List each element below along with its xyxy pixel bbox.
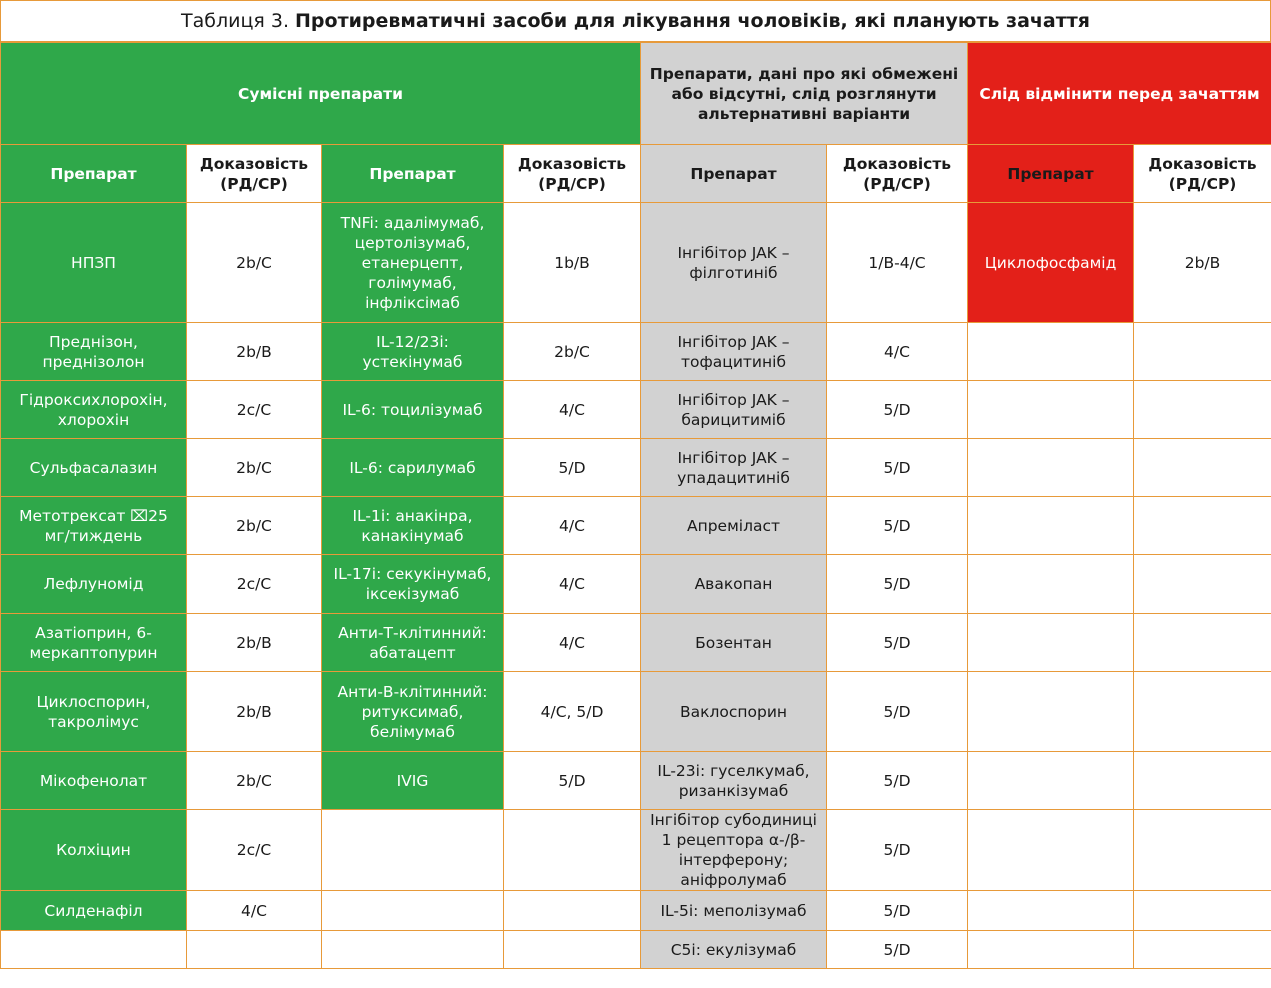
col-header-evidence: Доказовість (РД/СР)	[187, 145, 322, 203]
limited-evidence-cell: 5/D	[827, 672, 968, 752]
limited-drug-cell: IL-23i: гуселкумаб, ризанкізумаб	[641, 752, 827, 810]
compatible-drug-cell: Циклоспорин, такролімус	[1, 672, 187, 752]
discontinue-drug-cell	[968, 931, 1134, 969]
compatible-evidence-cell: 2c/C	[187, 555, 322, 614]
limited-evidence-cell: 5/D	[827, 497, 968, 555]
discontinue-evidence-cell: 2b/B	[1134, 203, 1271, 323]
compatible-drug-cell: Лефлуномід	[1, 555, 187, 614]
compatible-drug-cell: Мікофенолат	[1, 752, 187, 810]
col-header-drug: Препарат	[1, 145, 187, 203]
compatible-drug-cell: НПЗП	[1, 203, 187, 323]
compatible-evidence-cell: 2b/B	[187, 672, 322, 752]
compatible-drug-2-cell: IL-12/23i: устекінумаб	[322, 323, 504, 381]
col-header-drug: Препарат	[968, 145, 1134, 203]
compatible-evidence-2-cell: 5/D	[504, 752, 641, 810]
compatible-drug-2-cell: TNFi: адалімумаб, цертолізумаб, етанерцепт, голімумаб, інфліксімаб	[322, 203, 504, 323]
drug-table	[0, 42, 1271, 969]
col-header-drug: Препарат	[322, 145, 504, 203]
limited-drug-cell: Ваклоспорин	[641, 672, 827, 752]
group-compatible: Сумісні препарати	[1, 43, 641, 145]
discontinue-evidence-cell	[1134, 614, 1271, 672]
table-caption: Протиревматичні засоби для лікування чоловіків, які планують зачаття	[295, 10, 1090, 32]
compatible-drug-cell	[1, 931, 187, 969]
discontinue-evidence-cell	[1134, 931, 1271, 969]
limited-drug-cell: Інгібітор JAK – барицитиміб	[641, 381, 827, 439]
table-row	[1, 752, 1271, 810]
discontinue-drug-cell	[968, 555, 1134, 614]
compatible-evidence-cell: 2b/C	[187, 752, 322, 810]
discontinue-drug-cell	[968, 323, 1134, 381]
discontinue-drug-cell	[968, 381, 1134, 439]
compatible-evidence-2-cell: 1b/B	[504, 203, 641, 323]
col-header-drug: Препарат	[641, 145, 827, 203]
compatible-evidence-cell	[187, 931, 322, 969]
table-row	[1, 672, 1271, 752]
compatible-drug-cell: Силденафіл	[1, 891, 187, 931]
limited-drug-cell: IL-5i: меполізумаб	[641, 891, 827, 931]
compatible-drug-2-cell	[322, 891, 504, 931]
limited-evidence-cell: 5/D	[827, 381, 968, 439]
table-row	[1, 323, 1271, 381]
limited-drug-cell: Апреміласт	[641, 497, 827, 555]
group-discontinue: Слід відмінити перед зачаттям	[968, 43, 1271, 145]
discontinue-drug-cell	[968, 810, 1134, 891]
limited-evidence-cell: 5/D	[827, 439, 968, 497]
discontinue-drug-cell	[968, 497, 1134, 555]
limited-drug-cell: Інгібітор субодиниці 1 рецептора α-/β-інтерферону; аніфролумаб	[641, 810, 827, 891]
compatible-evidence-cell: 2b/C	[187, 439, 322, 497]
compatible-evidence-cell: 2b/C	[187, 203, 322, 323]
col-header-evidence: Доказовість (РД/СР)	[504, 145, 641, 203]
discontinue-evidence-cell	[1134, 672, 1271, 752]
table-row	[1, 381, 1271, 439]
limited-evidence-cell: 5/D	[827, 810, 968, 891]
compatible-evidence-2-cell	[504, 891, 641, 931]
table-row	[1, 614, 1271, 672]
limited-drug-cell: Бозентан	[641, 614, 827, 672]
discontinue-drug-cell	[968, 891, 1134, 931]
compatible-drug-cell: Колхіцин	[1, 810, 187, 891]
compatible-evidence-2-cell: 5/D	[504, 439, 641, 497]
compatible-drug-cell: Азатіоприн, 6-меркаптопурин	[1, 614, 187, 672]
table-row	[1, 555, 1271, 614]
compatible-drug-2-cell	[322, 810, 504, 891]
compatible-evidence-cell: 4/C	[187, 891, 322, 931]
limited-evidence-cell: 5/D	[827, 891, 968, 931]
discontinue-evidence-cell	[1134, 323, 1271, 381]
table-number: Таблиця 3.	[181, 10, 290, 32]
col-header-evidence: Доказовість (РД/СР)	[1134, 145, 1271, 203]
discontinue-drug-cell	[968, 752, 1134, 810]
col-header-evidence: Доказовість (РД/СР)	[827, 145, 968, 203]
discontinue-drug-cell	[968, 614, 1134, 672]
discontinue-drug-cell: Циклофосфамід	[968, 203, 1134, 323]
discontinue-evidence-cell	[1134, 381, 1271, 439]
group-header-row	[1, 43, 1271, 145]
compatible-drug-2-cell	[322, 931, 504, 969]
table-title	[0, 0, 1271, 42]
compatible-evidence-2-cell: 4/C, 5/D	[504, 672, 641, 752]
compatible-evidence-cell: 2b/B	[187, 323, 322, 381]
compatible-evidence-2-cell: 4/C	[504, 497, 641, 555]
group-limited-data: Препарати, дані про які обмежені або відсутні, слід розглянути альтернативні варіанти	[641, 43, 968, 145]
limited-drug-cell: Інгібітор JAK – упадацитиніб	[641, 439, 827, 497]
discontinue-drug-cell	[968, 439, 1134, 497]
compatible-drug-2-cell: IL-6: сарилумаб	[322, 439, 504, 497]
limited-drug-cell: Інгібітор JAK – філготиніб	[641, 203, 827, 323]
column-header-row	[1, 145, 1271, 203]
compatible-drug-cell: Сульфасалазин	[1, 439, 187, 497]
compatible-evidence-2-cell: 4/C	[504, 614, 641, 672]
table-row	[1, 810, 1271, 891]
compatible-evidence-cell: 2b/B	[187, 614, 322, 672]
compatible-drug-cell: Преднізон, преднізолон	[1, 323, 187, 381]
limited-evidence-cell: 1/B-4/C	[827, 203, 968, 323]
compatible-drug-2-cell: IL-1i: анакінра, канакінумаб	[322, 497, 504, 555]
discontinue-evidence-cell	[1134, 891, 1271, 931]
discontinue-evidence-cell	[1134, 810, 1271, 891]
limited-evidence-cell: 5/D	[827, 614, 968, 672]
discontinue-evidence-cell	[1134, 497, 1271, 555]
table-row	[1, 891, 1271, 931]
compatible-drug-2-cell: IL-17i: секукінумаб, іксекізумаб	[322, 555, 504, 614]
discontinue-evidence-cell	[1134, 555, 1271, 614]
compatible-drug-cell: Метотрексат ⌧25 мг/тиждень	[1, 497, 187, 555]
discontinue-drug-cell	[968, 672, 1134, 752]
table-row	[1, 497, 1271, 555]
discontinue-evidence-cell	[1134, 439, 1271, 497]
compatible-evidence-cell: 2c/C	[187, 381, 322, 439]
limited-drug-cell: Авакопан	[641, 555, 827, 614]
table-row	[1, 203, 1271, 323]
table-row	[1, 439, 1271, 497]
limited-drug-cell: C5i: екулізумаб	[641, 931, 827, 969]
limited-evidence-cell: 4/C	[827, 323, 968, 381]
limited-evidence-cell: 5/D	[827, 931, 968, 969]
compatible-drug-2-cell: Анти-В-клітинний: ритуксимаб, белімумаб	[322, 672, 504, 752]
compatible-evidence-2-cell: 2b/C	[504, 323, 641, 381]
compatible-evidence-2-cell: 4/C	[504, 555, 641, 614]
limited-drug-cell: Інгібітор JAK – тофацитиніб	[641, 323, 827, 381]
compatible-drug-cell: Гідроксихлорохін, хлорохін	[1, 381, 187, 439]
compatible-evidence-2-cell	[504, 931, 641, 969]
compatible-drug-2-cell: IL-6: тоцилізумаб	[322, 381, 504, 439]
limited-evidence-cell: 5/D	[827, 752, 968, 810]
compatible-drug-2-cell: Анти-Т-клітинний: абатацепт	[322, 614, 504, 672]
compatible-evidence-cell: 2c/C	[187, 810, 322, 891]
compatible-evidence-2-cell	[504, 810, 641, 891]
compatible-evidence-2-cell: 4/C	[504, 381, 641, 439]
compatible-evidence-cell: 2b/C	[187, 497, 322, 555]
table-row	[1, 931, 1271, 969]
compatible-drug-2-cell: IVIG	[322, 752, 504, 810]
discontinue-evidence-cell	[1134, 752, 1271, 810]
limited-evidence-cell: 5/D	[827, 555, 968, 614]
